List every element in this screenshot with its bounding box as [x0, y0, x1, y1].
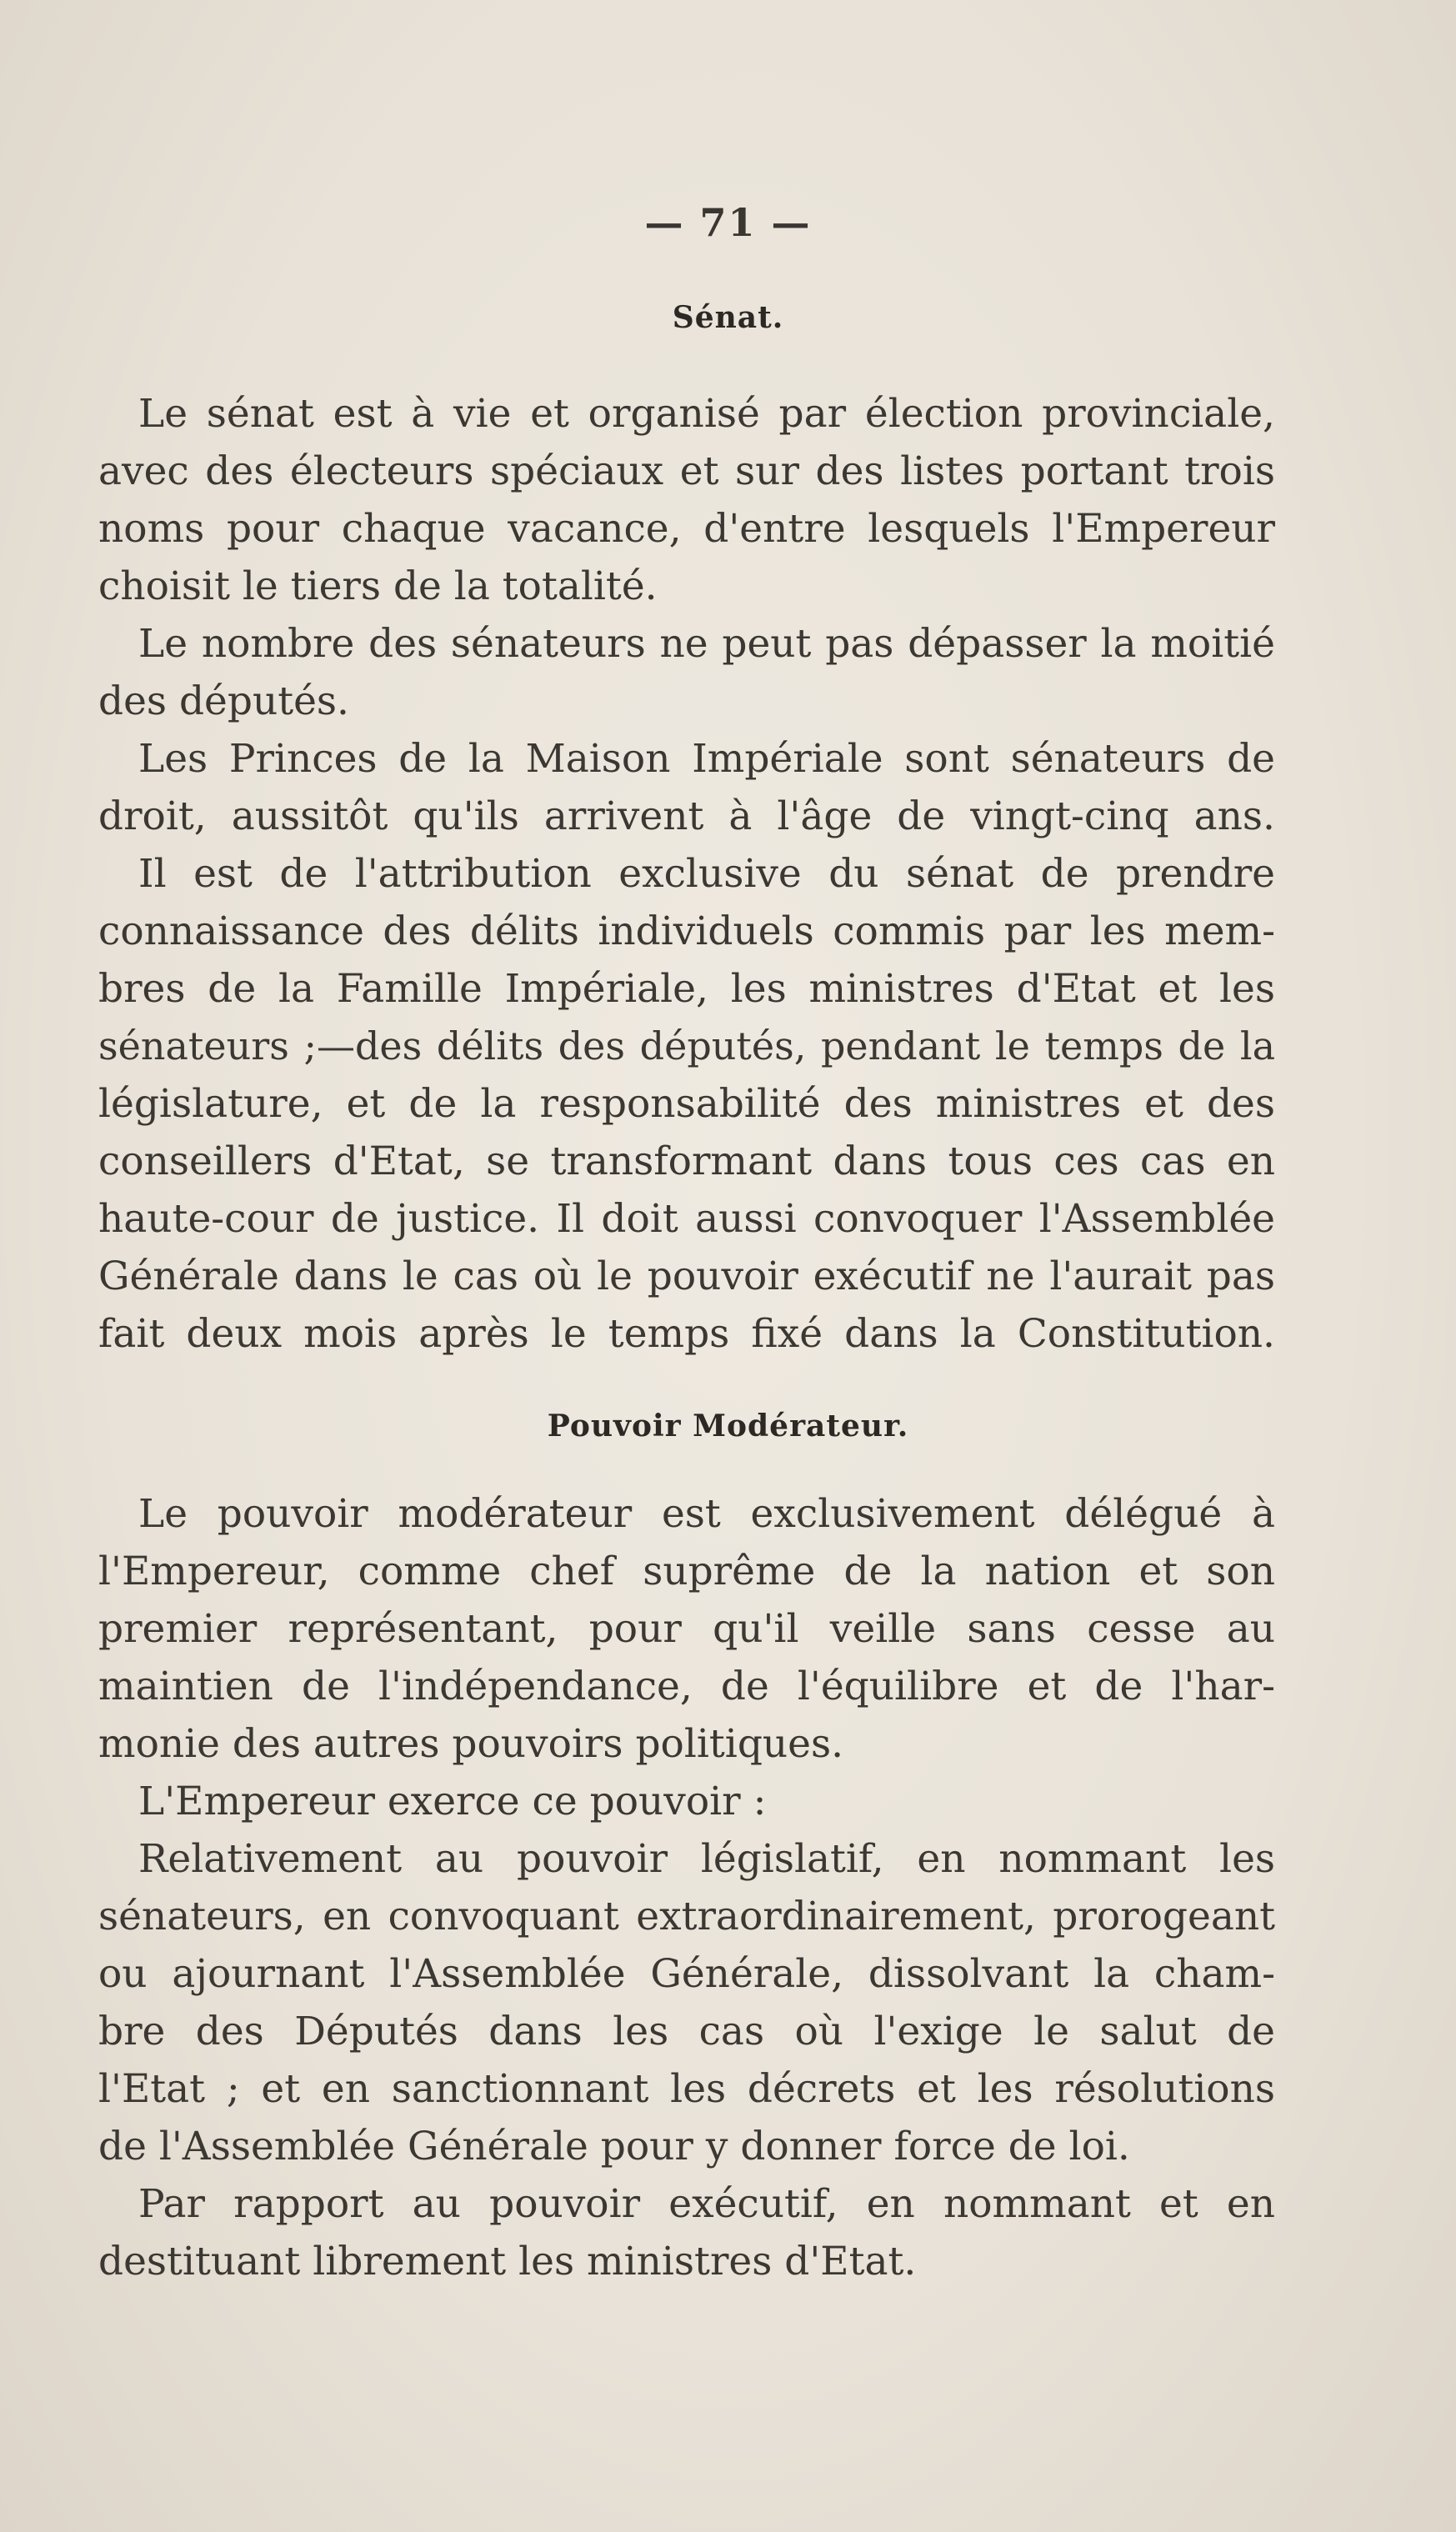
text-line: des députés.: [98, 678, 349, 724]
section-heading-senat: Sénat.: [672, 300, 784, 335]
page-number: — 71 —: [644, 200, 812, 245]
text-line: L'Empereur exerce ce pouvoir :: [138, 1779, 767, 1824]
text-line: bres de la Famille Impériale, les ministres d'Etat et les: [98, 966, 1275, 1012]
text-line: Le nombre des sénateurs ne peut pas dépasser la moitié: [138, 621, 1275, 667]
text-line: noms pour chaque vacance, d'entre lesquels l'Empereur: [98, 506, 1275, 552]
text-line: Relativement au pouvoir législatif, en nommant les: [138, 1836, 1275, 1882]
text-line: sénateurs ;—des délits des députés, pendant le temps de la: [98, 1023, 1275, 1068]
text-line: Le sénat est à vie et organisé par élection provinciale,: [138, 391, 1275, 437]
text-line: Par rapport au pouvoir exécutif, en nommant et en: [138, 2181, 1275, 2227]
text-line: bre des Députés dans les cas où l'exige le salut de: [98, 2009, 1275, 2054]
text-line: choisit le tiers de la totalité.: [98, 563, 658, 609]
text-line: conseillers d'Etat, se transformant dans tous ces cas en: [98, 1138, 1275, 1184]
text-line: Le pouvoir modérateur est exclusivement délégué à: [138, 1491, 1275, 1537]
text-line: connaissance des délits individuels commis par les mem-: [98, 908, 1275, 954]
text-line: avec des électeurs spéciaux et sur des listes portant trois: [98, 448, 1275, 494]
text-line: Les Princes de la Maison Impériale sont sénateurs de: [138, 736, 1275, 782]
text-line: destituant librement les ministres d'Etat.: [98, 2239, 917, 2284]
text-line: maintien de l'indépendance, de l'équilibre et de l'har-: [98, 1664, 1275, 1709]
text-line: législature, et de la responsabilité des ministres et des: [98, 1081, 1275, 1127]
text-line: Il est de l'attribution exclusive du sénat de prendre: [138, 851, 1275, 897]
text-line: l'Etat ; et en sanctionnant les décrets et les résolutions: [98, 2066, 1275, 2112]
section-heading-pouvoir-moderateur: Pouvoir Modérateur.: [547, 1409, 909, 1444]
text-line: l'Empereur, comme chef suprême de la nation et son: [98, 1549, 1275, 1594]
text-line: Générale dans le cas où le pouvoir exécutif ne l'aurait pas: [98, 1253, 1275, 1299]
text-line: haute-cour de justice. Il doit aussi convoquer l'Assemblée: [98, 1196, 1275, 1242]
text-line: premier représentant, pour qu'il veille sans cesse au: [98, 1606, 1275, 1652]
senat-body: [98, 385, 1275, 1363]
text-line: monie des autres pouvoirs politiques.: [98, 1721, 844, 1767]
text-line: de l'Assemblée Générale pour y donner force de loi.: [98, 2124, 1130, 2169]
pouvoir-body: [98, 1485, 1275, 2290]
text-line: ou ajournant l'Assemblée Générale, dissolvant la cham-: [98, 1951, 1275, 1997]
text-line: fait deux mois après le temps fixé dans la Constitution.: [98, 1311, 1275, 1357]
text-line: sénateurs, en convoquant extraordinairement, prorogeant: [98, 1894, 1275, 1939]
text-line: droit, aussitôt qu'ils arrivent à l'âge de vingt-cinq ans.: [98, 793, 1275, 839]
